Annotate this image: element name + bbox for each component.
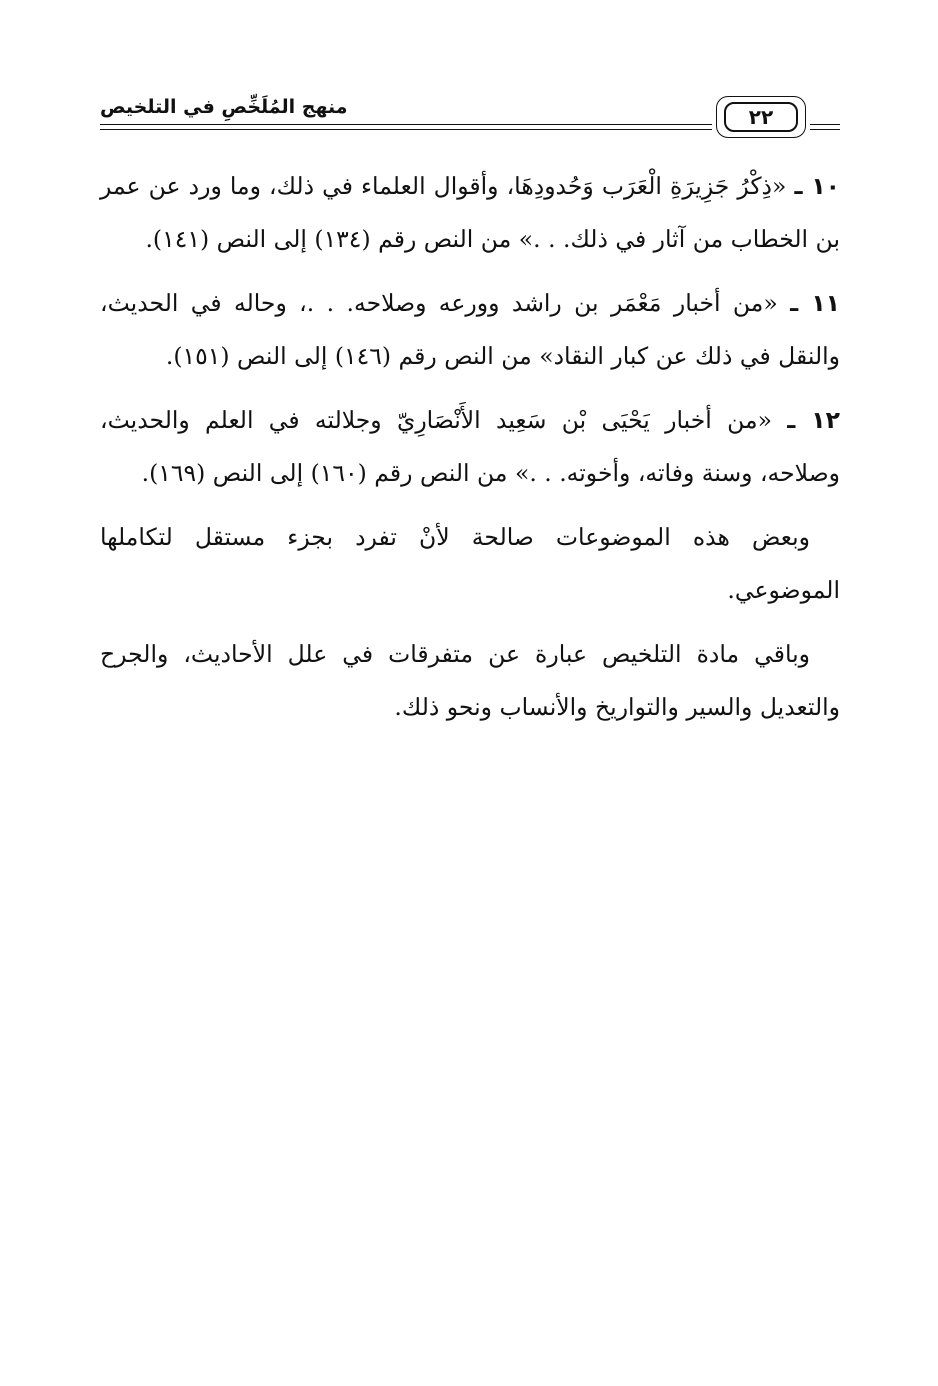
item-text: «ذِكْرُ جَزِيرَةِ الْعَرَب وَحُدودِهَا، وأقوال العلماء في ذلك، وما ورد عن عمر بن الخطاب من آثار في ذلك. . .» من النص رقم (١٣٤) إلى النص (١٤١). <box>100 172 840 253</box>
header-rule-right-top <box>810 124 840 125</box>
list-item <box>100 160 840 266</box>
running-title: منهج المُلَخِّصِ في التلخيص <box>100 96 348 118</box>
list-item <box>100 277 840 383</box>
header-rule-top <box>100 124 712 125</box>
item-number: ١٢ ـ <box>787 406 840 434</box>
paragraph-text: وباقي مادة التلخيص عبارة عن متفرقات في علل الأحاديث، والجرح والتعديل والسير والتواريخ والأنساب ونحو ذلك. <box>100 640 840 721</box>
item-number: ١١ ـ <box>790 289 840 317</box>
paragraph-text: وبعض هذه الموضوعات صالحة لأنْ تفرد بجزء مستقل لتكاملها الموضوعي. <box>100 523 840 604</box>
page-header <box>100 92 840 152</box>
body-paragraph <box>100 628 840 734</box>
header-rule-right-bottom <box>810 129 840 130</box>
list-item <box>100 394 840 500</box>
header-rule-bottom <box>100 129 712 130</box>
body-paragraph <box>100 511 840 617</box>
main-text <box>100 160 840 745</box>
item-text: «من أخبار مَعْمَر بن راشد وورعه وصلاحه. . .، وحاله في الحديث، والنقل في ذلك عن كبار النقاد» من النص رقم (١٤٦) إلى النص (١٥١). <box>100 289 840 370</box>
item-text: «من أخبار يَحْيَى بْن سَعِيد الأَنْصَارِيّ وجلالته في العلم والحديث، وصلاحه، وسنة وفاته، وأخوته. . .» من النص رقم (١٦٠) إلى النص (١٦٩). <box>100 406 840 487</box>
page-number: ٢٢ <box>724 102 798 132</box>
item-number: ١٠ ـ <box>794 172 840 200</box>
